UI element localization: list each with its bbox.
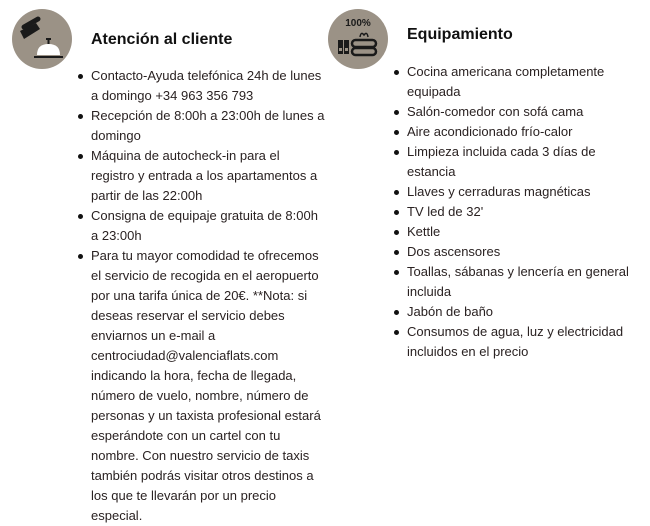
list-item: Contacto-Ayuda telefónica 24h de lunes a domingo +34 963 356 793: [91, 66, 326, 106]
list-item: Kettle: [407, 222, 642, 242]
list-item: Toallas, sábanas y lencería en general incluida: [407, 262, 642, 302]
section-title: Equipamiento: [407, 26, 513, 43]
list-item: Salón-comedor con sofá cama: [407, 102, 642, 122]
list-item: Limpieza incluida cada 3 días de estancia: [407, 142, 642, 182]
list-item: Aire acondicionado frío-calor: [407, 122, 642, 142]
amenities-towels-icon: [328, 9, 388, 69]
list-item: Consumos de agua, luz y electricidad incluidos en el precio: [407, 322, 642, 362]
list-item: TV led de 32': [407, 202, 642, 222]
list-item: Jabón de baño: [407, 302, 642, 322]
feature-list: [407, 62, 642, 362]
list-item: Consigna de equipaje gratuita de 8:00h a 23:00h: [91, 206, 326, 246]
reception-bell-icon: [12, 9, 72, 69]
feature-list: [91, 66, 326, 526]
svg-text:100%: 100%: [345, 18, 371, 29]
list-item: Llaves y cerraduras magnéticas: [407, 182, 642, 202]
section-title: Atención al cliente: [91, 31, 233, 48]
list-item: Cocina americana completamente equipada: [407, 62, 642, 102]
list-item: Máquina de autocheck-in para el registro y entrada a los apartamentos a partir de las 22:00h: [91, 146, 326, 206]
list-item: Para tu mayor comodidad te ofrecemos el servicio de recogida en el aeropuerto por una tarifa única de 20€. **Nota: si deseas reservar el servicio debes enviarnos un e-mail a centrociudad@valenciaflats.com indicando la hora, fecha de llegada, número de vuelo, nombre, número de personas y un taxista profesional estará esperándote con un cartel con tu nombre. Con nuestro servicio de taxis también podrás visitar otros destinos a los que te llevarán por un precio especial.: [91, 246, 326, 526]
list-item: Recepción de 8:00h a 23:00h de lunes a domingo: [91, 106, 326, 146]
list-item: Dos ascensores: [407, 242, 642, 262]
